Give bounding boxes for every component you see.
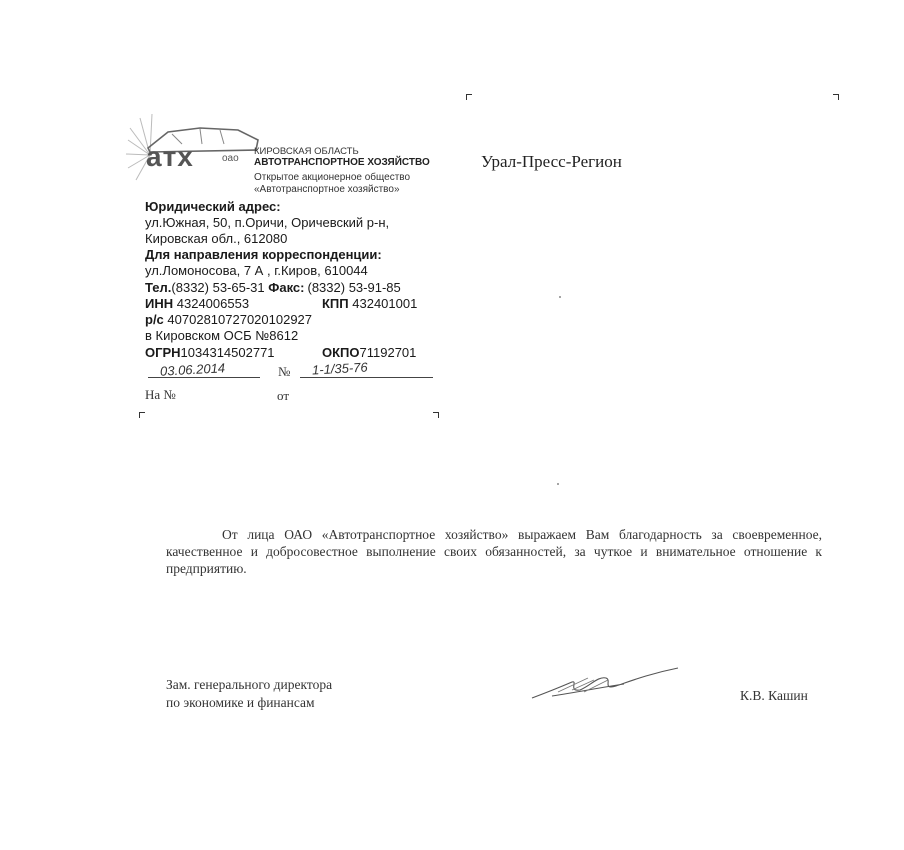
phone-value: (8332) 53-65-31: [171, 280, 265, 295]
reference-label: На №: [145, 387, 176, 402]
ogrn-label: ОГРН: [145, 345, 181, 360]
signatory-position-line1: Зам. генерального директора: [166, 677, 333, 692]
legal-address-line1: ул.Южная, 50, п.Оричи, Оричевский р-н,: [145, 215, 390, 230]
legal-address-label: Юридический адрес:: [145, 199, 281, 214]
scan-dot: [559, 296, 561, 298]
logo-abbr: атх: [146, 141, 194, 172]
number-label: №: [278, 364, 291, 379]
number-underline: [300, 377, 433, 378]
account-label: р/с: [145, 312, 164, 327]
handwritten-number: 1-1/35-76: [311, 359, 369, 378]
reference-from-label: от: [277, 388, 290, 403]
signature-scribble: [528, 662, 698, 704]
corner-mark-bottom-left: [139, 412, 145, 418]
fax-value: (8332) 53-91-85: [307, 280, 401, 295]
logo-company-caps: АВТОТРАНСПОРТНОЕ ХОЗЯЙСТВО: [254, 157, 430, 168]
letter-body: От лица ОАО «Автотранспортное хозяйство» выражаем Вам благодарность за своевременное, качественное и добросовестное выполнение своих обязанностей, за чуткое и внимательное отношение к предприятию.: [166, 527, 822, 576]
fax-label: Факс:: [268, 280, 305, 295]
correspondence-label: Для направления корреспонденции:: [145, 247, 382, 262]
logo-company-type: Открытое акционерное общество: [254, 172, 411, 183]
corner-mark-top-left: [466, 94, 472, 100]
okpo-line: [322, 345, 416, 361]
date-underline: [148, 377, 260, 378]
okpo-value: 71192701: [359, 345, 417, 360]
corner-mark-bottom-right: [433, 412, 439, 418]
signatory-name: К.В. Кашин: [740, 688, 808, 703]
inn-value: 4324006553: [176, 296, 250, 311]
phone-line: [145, 280, 401, 296]
okpo-label: ОКПО: [322, 345, 360, 360]
signatory-position: [166, 676, 332, 712]
kpp-line: [322, 296, 417, 312]
handwritten-date: 03.06.2014: [159, 360, 226, 379]
logo-form: оао: [222, 153, 239, 164]
corner-mark-top-right: [833, 94, 839, 100]
logo-company-name: «Автотранспортное хозяйство»: [254, 184, 400, 195]
bank-line: в Кировском ОСБ №8612: [145, 328, 299, 343]
account-line: [145, 312, 312, 328]
kpp-label: КПП: [322, 296, 349, 311]
correspondence-address: ул.Ломоносова, 7 А , г.Киров, 610044: [145, 263, 368, 278]
inn-label: ИНН: [145, 296, 174, 311]
inn-line: [145, 296, 249, 312]
signatory-position-line2: по экономике и финансам: [166, 695, 315, 710]
phone-label: Тел.: [145, 280, 172, 295]
ogrn-line: [145, 345, 275, 361]
ogrn-value: 1034314502771: [180, 345, 275, 360]
legal-address-line2: Кировская обл., 612080: [145, 231, 288, 246]
logo-region: КИРОВСКАЯ ОБЛАСТЬ: [254, 146, 359, 157]
scan-dot: [557, 483, 559, 485]
account-value: 40702810727020102927: [167, 312, 313, 327]
kpp-value: 432401001: [352, 296, 418, 311]
recipient: Урал-Пресс-Регион: [481, 152, 622, 171]
